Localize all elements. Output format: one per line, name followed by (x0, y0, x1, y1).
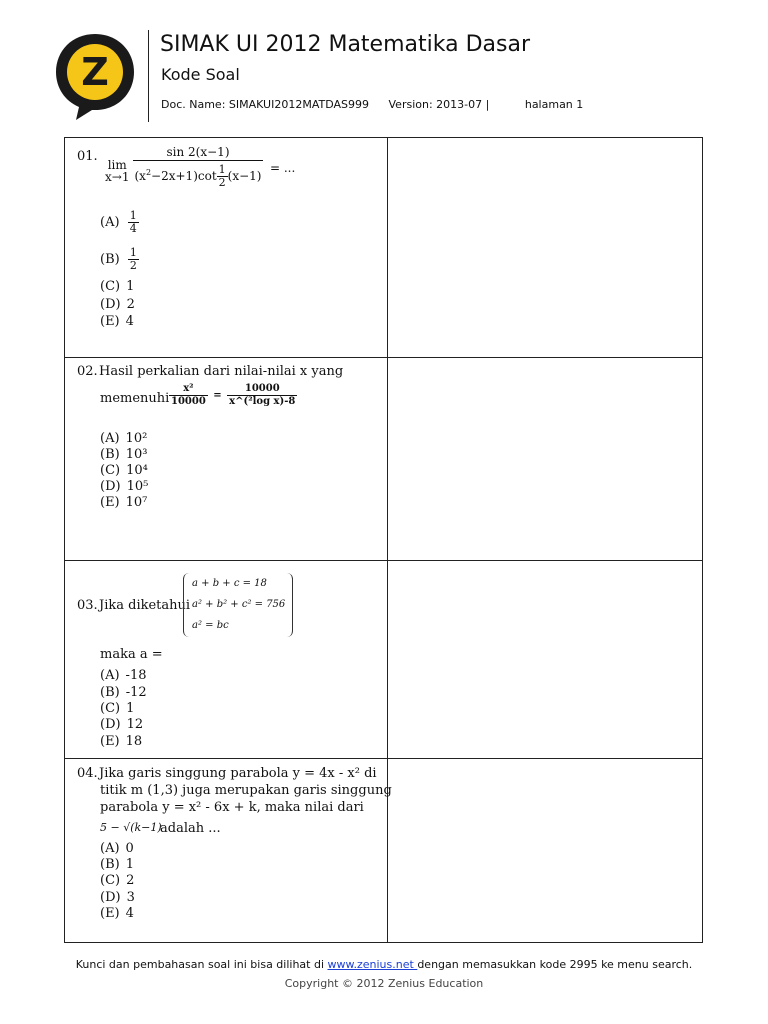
doc-info-line (161, 98, 583, 111)
option-b: (B) 10³ (100, 447, 148, 462)
copyright-text: Copyright © 2012 Zenius Education (284, 977, 484, 990)
question-number: 01. (77, 149, 98, 164)
option-d: (D) 12 (100, 717, 144, 732)
page-title: SIMAK UI 2012 Matematika Dasar (160, 32, 530, 57)
denominator-part-c: (x−1) (227, 169, 262, 183)
limit-tail: = ... (270, 161, 296, 175)
question-line-3: parabola y = x² - 6x + k, maka nilai dari (100, 800, 364, 815)
half-fraction: $\frac{1}{2}$ (218, 163, 226, 189)
denominator-part-b: −2x+1)cot (151, 169, 217, 183)
footer-text-before: Kunci dan pembahasan soal ini bisa dilihat di (75, 958, 328, 971)
zenius-link[interactable]: www.zenius.net (327, 958, 418, 971)
option-d: (D) 2 (100, 297, 135, 312)
system-eq-3: a² = bc (192, 620, 229, 631)
option-a: (A) 0 (100, 841, 134, 856)
question-text-2: maka a = (100, 647, 163, 662)
doc-name: Doc. Name: SIMAKUI2012MATDAS999 (161, 98, 370, 111)
option-c: (C) 2 (100, 873, 135, 888)
page-number: halaman 1 (524, 98, 584, 111)
option-c: (C) 1 (100, 701, 135, 716)
question-line-1: Jika garis singgung parabola y = 4x - x² di (99, 766, 377, 781)
option-a: (A) $\frac{1}{4}$ (100, 209, 137, 235)
option-b: (B) -12 (100, 685, 147, 700)
question-expression: 5 − √(k−1) (100, 821, 162, 834)
question-row-1 (65, 138, 702, 357)
doc-version: Version: 2013-07 | (388, 98, 490, 111)
page-subtitle: Kode Soal (161, 65, 240, 84)
footer-note (0, 958, 768, 971)
question-text: Jika diketahui (99, 598, 191, 613)
option-e: (E) 4 (100, 906, 134, 921)
zenius-logo (52, 30, 138, 122)
question-line-2: titik m (1,3) juga merupakan garis singgung (100, 783, 392, 798)
option-e: (E) 18 (100, 734, 143, 749)
limit-denominator: $(x^2-2x+1)\cot$ $\frac{1}{2}$ (x−1) (134, 163, 262, 189)
option-a: (A) 10² (100, 431, 148, 446)
equation-system (183, 573, 293, 637)
option-a: (A) -18 (100, 668, 147, 683)
denominator-part-a: (x (134, 169, 146, 183)
option-e: (E) 10⁷ (100, 495, 148, 510)
system-eq-1: a + b + c = 18 (192, 578, 267, 589)
system-eq-2: a² + b² + c² = 756 (192, 599, 286, 610)
question-text: Hasil perkalian dari nilai-nilai x yang (99, 364, 344, 379)
option-e: (E) 4 (100, 314, 134, 329)
question-number: 03. (77, 598, 98, 613)
footer-text-after: dengan memasukkan kode 2995 ke menu search. (417, 958, 693, 971)
equation: $\frac{\text{x²}}{10000}$ = $\frac{10000}{\text{x\textasciicircum{}(²log x)-8}}$ (171, 383, 296, 407)
lim-subscript: x→1 (105, 170, 130, 184)
option-c: (C) 10⁴ (100, 463, 148, 478)
option-d: (D) 10⁵ (100, 479, 149, 494)
limit-numerator: sin 2(x−1) (133, 145, 263, 161)
question-table (64, 137, 703, 943)
header-divider (148, 30, 149, 122)
question-number: 04. (77, 766, 98, 781)
question-text-2: memenuhi (100, 391, 170, 406)
question-row-2 (65, 357, 702, 560)
question-expression-tail: adalah ... (160, 821, 221, 836)
option-b: (B) $\frac{1}{2}$ (100, 246, 137, 272)
question-number: 02. (77, 364, 98, 379)
option-b: (B) 1 (100, 857, 134, 872)
column-divider (387, 358, 388, 560)
lim-word: lim (107, 158, 127, 172)
logo-letter: Z (81, 50, 109, 94)
column-divider (387, 561, 388, 758)
option-d: (D) 3 (100, 890, 135, 905)
question-row-3 (65, 560, 702, 758)
question-row-4 (65, 758, 702, 942)
option-c: (C) 1 (100, 279, 135, 294)
column-divider (387, 138, 388, 357)
